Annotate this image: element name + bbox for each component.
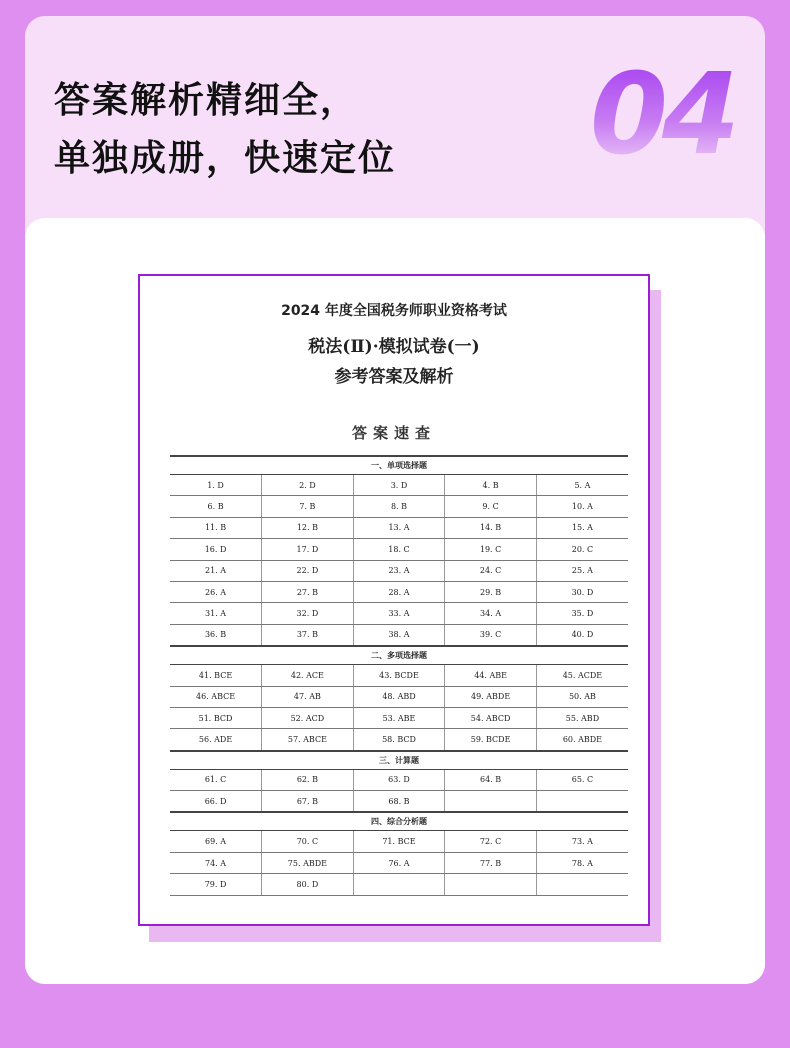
answer-cell: 77. B bbox=[445, 852, 537, 873]
answer-cell: 7. B bbox=[262, 496, 354, 517]
answer-cell: 71. BCE bbox=[353, 831, 445, 852]
answer-cell: 51. BCD bbox=[170, 707, 262, 728]
section-header-row bbox=[170, 646, 628, 665]
answer-cell: 21. A bbox=[170, 560, 262, 581]
answer-cell: 5. A bbox=[536, 475, 628, 496]
answer-cell: 79. D bbox=[170, 874, 262, 895]
answer-cell: 29. B bbox=[445, 581, 537, 602]
answer-row bbox=[170, 560, 628, 581]
answer-row bbox=[170, 581, 628, 602]
answer-row bbox=[170, 831, 628, 852]
answer-cell: 56. ADE bbox=[170, 729, 262, 751]
answer-row bbox=[170, 517, 628, 538]
answer-cell: 80. D bbox=[262, 874, 354, 895]
answer-cell: 49. ABDE bbox=[445, 686, 537, 707]
answer-cell: 64. B bbox=[445, 769, 537, 790]
answer-cell: 70. C bbox=[262, 831, 354, 852]
answer-sheet-page bbox=[138, 274, 650, 926]
answer-cell: 19. C bbox=[445, 539, 537, 560]
answer-cell: 58. BCD bbox=[353, 729, 445, 751]
answer-cell: 31. A bbox=[170, 603, 262, 624]
answer-cell: 60. ABDE bbox=[536, 729, 628, 751]
answer-table bbox=[170, 455, 628, 896]
answer-cell: 32. D bbox=[262, 603, 354, 624]
answer-cell: 74. A bbox=[170, 852, 262, 873]
answer-cell: 13. A bbox=[353, 517, 445, 538]
answer-row bbox=[170, 707, 628, 728]
answer-cell: 59. BCDE bbox=[445, 729, 537, 751]
answer-cell: 43. BCDE bbox=[353, 665, 445, 686]
answer-row bbox=[170, 665, 628, 686]
answer-cell bbox=[536, 791, 628, 813]
answer-cell: 35. D bbox=[536, 603, 628, 624]
answer-cell: 4. B bbox=[445, 475, 537, 496]
answer-cell: 52. ACD bbox=[262, 707, 354, 728]
answer-cell: 39. C bbox=[445, 624, 537, 646]
answer-cell: 18. C bbox=[353, 539, 445, 560]
answer-cell: 16. D bbox=[170, 539, 262, 560]
answer-cell: 37. B bbox=[262, 624, 354, 646]
answer-row bbox=[170, 769, 628, 790]
paper-title: 税法(Ⅱ)·模拟试卷(一) bbox=[308, 337, 480, 357]
headline-line-1: 答案解析精细全， bbox=[54, 80, 359, 121]
answer-cell: 6. B bbox=[170, 496, 262, 517]
feature-number: 04 bbox=[590, 50, 734, 180]
answer-cell: 72. C bbox=[445, 831, 537, 852]
answer-cell: 48. ABD bbox=[353, 686, 445, 707]
answer-row bbox=[170, 603, 628, 624]
answer-cell: 78. A bbox=[536, 852, 628, 873]
answer-cell bbox=[536, 874, 628, 895]
answer-cell: 69. A bbox=[170, 831, 262, 852]
answer-cell: 20. C bbox=[536, 539, 628, 560]
answer-row bbox=[170, 686, 628, 707]
answer-cell: 41. BCE bbox=[170, 665, 262, 686]
answer-cell: 1. D bbox=[170, 475, 262, 496]
doc-title: 参考答案及解析 bbox=[334, 367, 454, 387]
answer-cell: 62. B bbox=[262, 769, 354, 790]
answer-cell bbox=[445, 791, 537, 813]
answer-cell: 30. D bbox=[536, 581, 628, 602]
section-name: 一、单项选择题 bbox=[170, 456, 628, 475]
answer-cell: 76. A bbox=[353, 852, 445, 873]
answer-cell: 68. B bbox=[353, 791, 445, 813]
answer-cell: 23. A bbox=[353, 560, 445, 581]
answer-cell: 47. AB bbox=[262, 686, 354, 707]
answer-cell: 12. B bbox=[262, 517, 354, 538]
answer-cell: 14. B bbox=[445, 517, 537, 538]
answer-cell bbox=[353, 874, 445, 895]
answer-cell: 66. D bbox=[170, 791, 262, 813]
answer-row bbox=[170, 475, 628, 496]
answer-cell: 15. A bbox=[536, 517, 628, 538]
answer-row bbox=[170, 791, 628, 813]
answer-cell: 9. C bbox=[445, 496, 537, 517]
quick-answer-heading: 答案速查 bbox=[351, 424, 436, 442]
answer-cell: 50. AB bbox=[536, 686, 628, 707]
answer-cell: 65. C bbox=[536, 769, 628, 790]
section-name: 三、计算题 bbox=[170, 751, 628, 770]
answer-cell: 17. D bbox=[262, 539, 354, 560]
exam-title: 2024 年度全国税务师职业资格考试 bbox=[281, 303, 507, 319]
answer-cell: 38. A bbox=[353, 624, 445, 646]
section-name: 二、多项选择题 bbox=[170, 646, 628, 665]
answer-cell: 57. ABCE bbox=[262, 729, 354, 751]
answer-row bbox=[170, 874, 628, 895]
answer-cell: 75. ABDE bbox=[262, 852, 354, 873]
answer-cell: 42. ACE bbox=[262, 665, 354, 686]
answer-row bbox=[170, 624, 628, 646]
answer-cell: 33. A bbox=[353, 603, 445, 624]
answer-cell: 3. D bbox=[353, 475, 445, 496]
answer-cell: 8. B bbox=[353, 496, 445, 517]
answer-cell: 55. ABD bbox=[536, 707, 628, 728]
answer-cell: 25. A bbox=[536, 560, 628, 581]
answer-cell: 24. C bbox=[445, 560, 537, 581]
answer-cell: 63. D bbox=[353, 769, 445, 790]
answer-cell: 27. B bbox=[262, 581, 354, 602]
answer-cell: 73. A bbox=[536, 831, 628, 852]
answer-cell: 53. ABE bbox=[353, 707, 445, 728]
headline-line-2: 单独成册，快速定位 bbox=[54, 138, 397, 179]
answer-cell: 34. A bbox=[445, 603, 537, 624]
answer-cell: 2. D bbox=[262, 475, 354, 496]
answer-row bbox=[170, 729, 628, 751]
answer-cell: 10. A bbox=[536, 496, 628, 517]
section-name: 四、综合分析题 bbox=[170, 812, 628, 831]
answer-cell: 67. B bbox=[262, 791, 354, 813]
section-header-row bbox=[170, 751, 628, 770]
answer-cell bbox=[445, 874, 537, 895]
answer-row bbox=[170, 852, 628, 873]
answer-cell: 26. A bbox=[170, 581, 262, 602]
headline bbox=[54, 72, 396, 188]
answer-cell: 40. D bbox=[536, 624, 628, 646]
answer-cell: 61. C bbox=[170, 769, 262, 790]
answer-cell: 28. A bbox=[353, 581, 445, 602]
answer-cell: 36. B bbox=[170, 624, 262, 646]
answer-cell: 45. ACDE bbox=[536, 665, 628, 686]
answer-row bbox=[170, 496, 628, 517]
section-header-row bbox=[170, 456, 628, 475]
section-header-row bbox=[170, 812, 628, 831]
answer-cell: 11. B bbox=[170, 517, 262, 538]
answer-cell: 44. ABE bbox=[445, 665, 537, 686]
answer-cell: 54. ABCD bbox=[445, 707, 537, 728]
answer-cell: 46. ABCE bbox=[170, 686, 262, 707]
answer-cell: 22. D bbox=[262, 560, 354, 581]
answer-row bbox=[170, 539, 628, 560]
